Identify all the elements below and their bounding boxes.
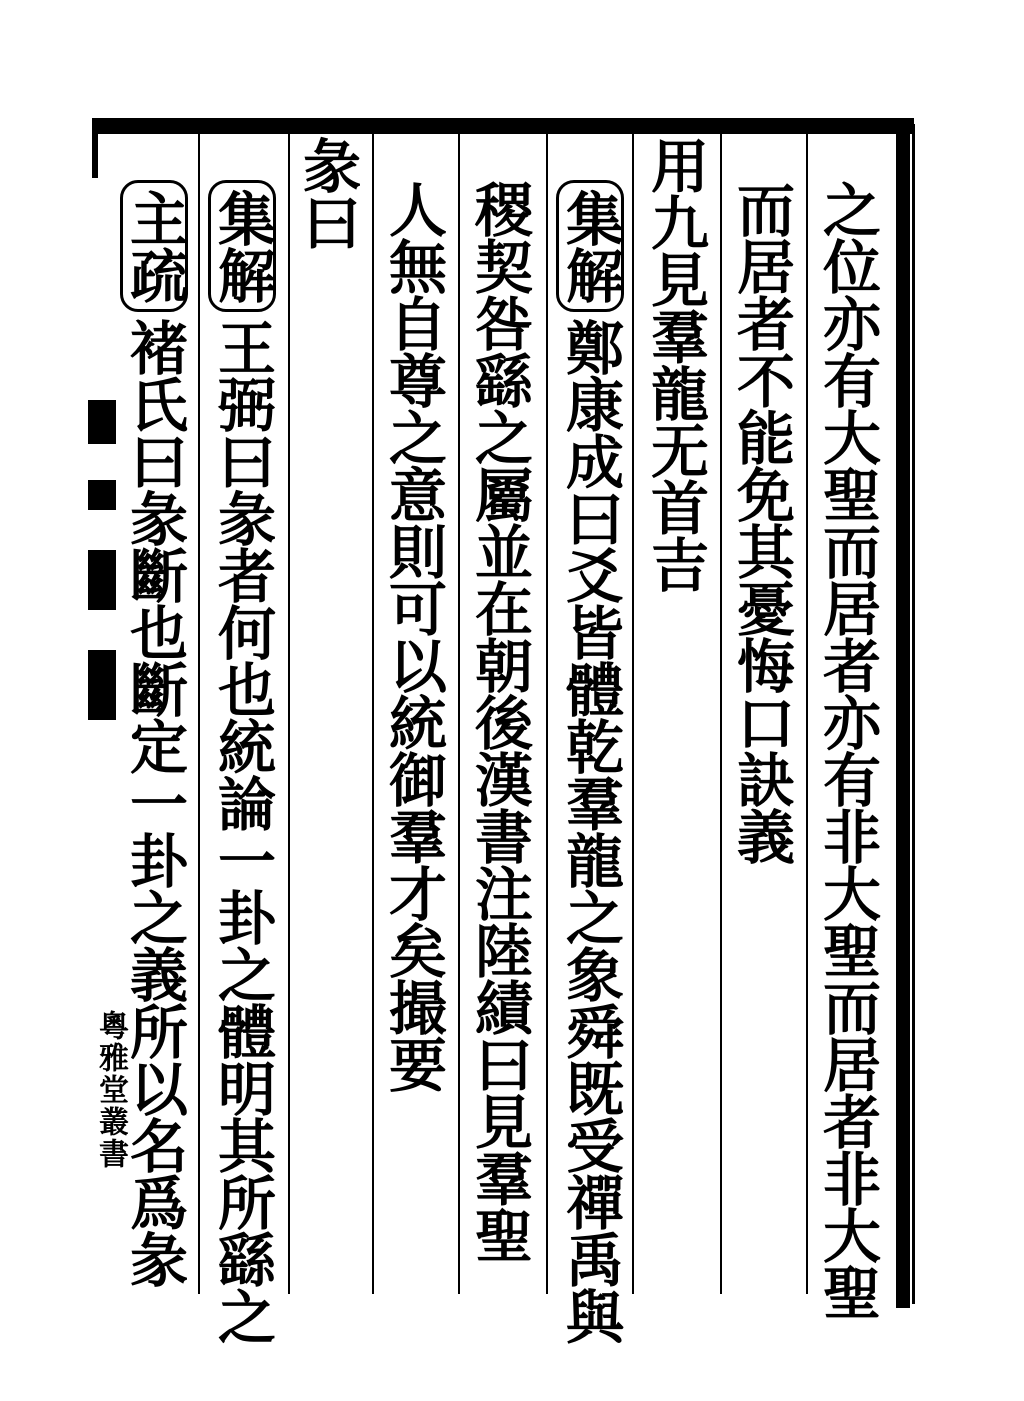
text-column-2 xyxy=(727,180,795,864)
binding-margin-marks xyxy=(88,380,118,740)
column-text: 用九見羣龍无首吉 xyxy=(641,136,709,592)
left-border-edge xyxy=(92,118,98,178)
annotation-label-box: 集解 xyxy=(208,180,276,312)
column-text: 稷契咎繇之屬並在朝後漢書注陸績曰見羣聖 xyxy=(465,180,533,1263)
right-border-inner-rule xyxy=(912,124,915,1304)
column-divider xyxy=(458,134,460,1294)
column-text: 鄭康成曰爻皆體乾羣龍之象舜既受禪禹與 xyxy=(556,318,624,1344)
column-text: 而居者不能免其憂悔口訣義 xyxy=(727,180,795,864)
side-imprint-text: 粵雅堂叢書 xyxy=(93,1010,128,1170)
column-divider xyxy=(632,134,634,1294)
top-border-rule xyxy=(92,118,914,134)
text-column-1 xyxy=(813,180,881,1320)
text-column-6 xyxy=(379,180,447,1092)
column-text: 彖曰 xyxy=(293,136,361,250)
column-divider xyxy=(198,134,200,1294)
annotation-label-box: 主疏 xyxy=(120,180,188,312)
column-divider xyxy=(546,134,548,1294)
column-divider xyxy=(372,134,374,1294)
column-text: 人無自尊之意則可以統御羣才矣撮要 xyxy=(379,180,447,1092)
right-border-rule xyxy=(896,118,910,1308)
text-column-8 xyxy=(208,180,276,1344)
text-column-7 xyxy=(293,136,361,250)
column-text: 王弼曰彖者何也統論一卦之體明其所繇之 xyxy=(208,318,276,1344)
column-text: 褚氏曰彖斷也斷定一卦之義所以名爲彖 xyxy=(120,318,188,1287)
column-divider xyxy=(288,134,290,1294)
column-divider xyxy=(806,134,808,1294)
column-divider xyxy=(720,134,722,1294)
text-column-3 xyxy=(641,136,709,592)
annotation-label-box: 集解 xyxy=(556,180,624,312)
text-column-4 xyxy=(556,180,624,1344)
text-column-5 xyxy=(465,180,533,1263)
column-text: 之位亦有大聖而居者亦有非大聖而居者非大聖 xyxy=(813,180,881,1320)
